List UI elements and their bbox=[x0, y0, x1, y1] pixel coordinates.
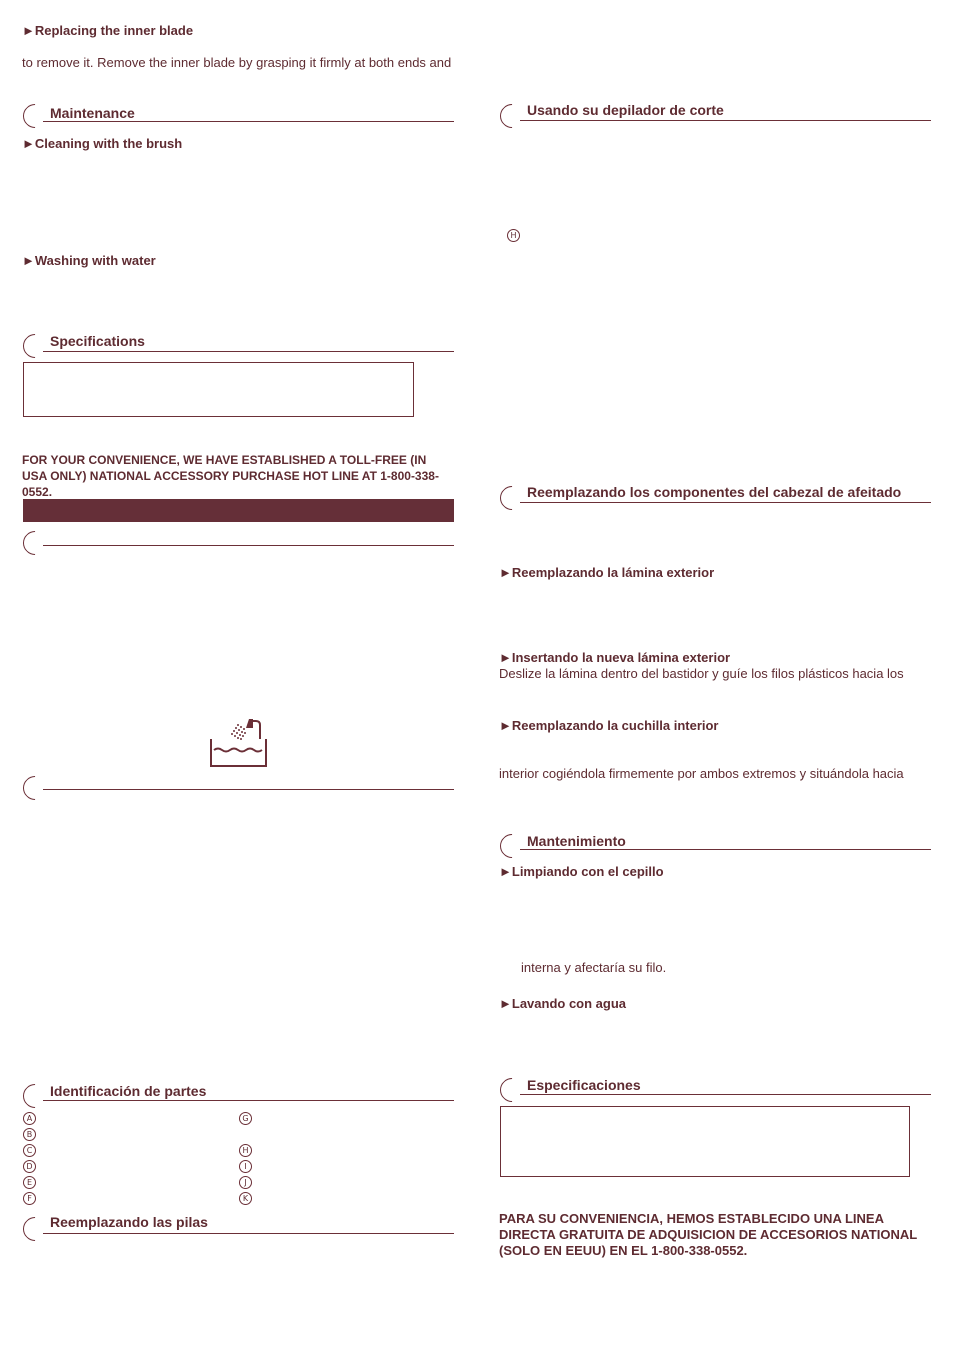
bath-shower-icon bbox=[208, 717, 268, 769]
subheading-insertando-lamina: ►Insertando la nueva lámina exterior bbox=[499, 650, 731, 665]
subheading-washing-water: ►Washing with water bbox=[22, 253, 156, 268]
section-rule bbox=[43, 545, 454, 546]
section-title-reemplazando-componentes: Reemplazando los componentes del cabezal de afeitado bbox=[527, 484, 902, 500]
hotline-notice: FOR YOUR CONVENIENCE, WE HAVE ESTABLISHED A TOLL-FREE (IN USA ONLY) NATIONAL ACCESSORY PURCHASE HOT LINE AT 1-800-338-0552. bbox=[22, 453, 439, 499]
section-title-maintenance: Maintenance bbox=[50, 105, 135, 121]
part-label-a: A bbox=[23, 1112, 36, 1125]
subheading-cleaning-brush: ►Cleaning with the brush bbox=[22, 136, 183, 151]
section-rule bbox=[520, 849, 931, 850]
section-rule bbox=[520, 1094, 931, 1095]
section-rule bbox=[43, 789, 454, 790]
section-title-usando: Usando su depilador de corte bbox=[527, 102, 724, 118]
section-title-reemplazando-pilas: Reemplazando las pilas bbox=[50, 1214, 208, 1230]
section-rule bbox=[520, 502, 931, 503]
section-arc-decoration bbox=[495, 481, 529, 515]
arrow-icon: ► bbox=[499, 650, 512, 665]
section-arc-decoration bbox=[495, 99, 529, 133]
section-arc-decoration bbox=[18, 99, 52, 133]
section-rule bbox=[43, 1233, 454, 1234]
specifications-box bbox=[23, 362, 414, 417]
arrow-icon: ► bbox=[499, 996, 512, 1011]
subheading-replacing-inner-blade: ►Replacing the inner blade bbox=[22, 23, 194, 38]
section-arc-decoration bbox=[18, 329, 52, 363]
cuchilla-text: interior cogiéndola firmemente por ambos extremos y situándola hacia bbox=[499, 766, 904, 781]
inner-blade-text: to remove it. Remove the inner blade by grasping it firmly at both ends and bbox=[22, 55, 452, 70]
language-banner bbox=[23, 499, 454, 522]
arrow-icon: ► bbox=[22, 253, 35, 268]
subheading-reemplazando-lamina: ►Reemplazando la lámina exterior bbox=[499, 565, 715, 580]
part-label-c: C bbox=[23, 1144, 36, 1157]
section-arc-decoration bbox=[18, 526, 52, 560]
section-arc-decoration bbox=[18, 1079, 52, 1113]
subheading-lavando-agua: ►Lavando con agua bbox=[499, 996, 627, 1011]
interna-text: interna y afectaría su filo. bbox=[521, 960, 667, 975]
part-label-f: F bbox=[23, 1192, 36, 1205]
section-title-specifications: Specifications bbox=[50, 333, 145, 349]
arrow-icon: ► bbox=[499, 565, 512, 580]
section-rule bbox=[43, 121, 454, 122]
subheading-limpiando-cepillo: ►Limpiando con el cepillo bbox=[499, 864, 664, 879]
section-rule bbox=[43, 1100, 454, 1101]
part-label-i: I bbox=[239, 1160, 252, 1173]
section-rule bbox=[520, 120, 931, 121]
part-label-j: J bbox=[239, 1176, 252, 1189]
arrow-icon: ► bbox=[22, 23, 35, 38]
arrow-icon: ► bbox=[499, 864, 512, 879]
arrow-icon: ► bbox=[499, 718, 512, 733]
subheading-reemplazando-cuchilla: ►Reemplazando la cuchilla interior bbox=[499, 718, 719, 733]
section-rule bbox=[43, 351, 454, 352]
part-label-d: D bbox=[23, 1160, 36, 1173]
part-label-e: E bbox=[23, 1176, 36, 1189]
insertando-text: Deslize la lámina dentro del bastidor y guíe los filos plásticos hacia los bbox=[499, 666, 904, 681]
part-label-g: G bbox=[239, 1112, 252, 1125]
section-title-mantenimiento: Mantenimiento bbox=[527, 833, 626, 849]
arrow-icon: ► bbox=[22, 136, 35, 151]
part-label-h: H bbox=[507, 229, 520, 242]
part-label-k: K bbox=[239, 1192, 252, 1205]
part-label-h: H bbox=[239, 1144, 252, 1157]
section-arc-decoration bbox=[495, 1073, 529, 1107]
hotline-notice-es: PARA SU CONVENIENCIA, HEMOS ESTABLECIDO UNA LINEA DIRECTA GRATUITA DE ADQUISICION DE ACCESORIOS NATIONAL (SOLO EN EEUU) EN EL 1-800-338-0552. bbox=[499, 1211, 917, 1258]
part-label-b: B bbox=[23, 1128, 36, 1141]
section-arc-decoration bbox=[18, 1212, 52, 1246]
especificaciones-box bbox=[500, 1106, 910, 1177]
section-title-identificacion: Identificación de partes bbox=[50, 1083, 207, 1099]
section-title-especificaciones: Especificaciones bbox=[527, 1077, 641, 1093]
section-arc-decoration bbox=[495, 829, 529, 863]
section-arc-decoration bbox=[18, 771, 52, 805]
